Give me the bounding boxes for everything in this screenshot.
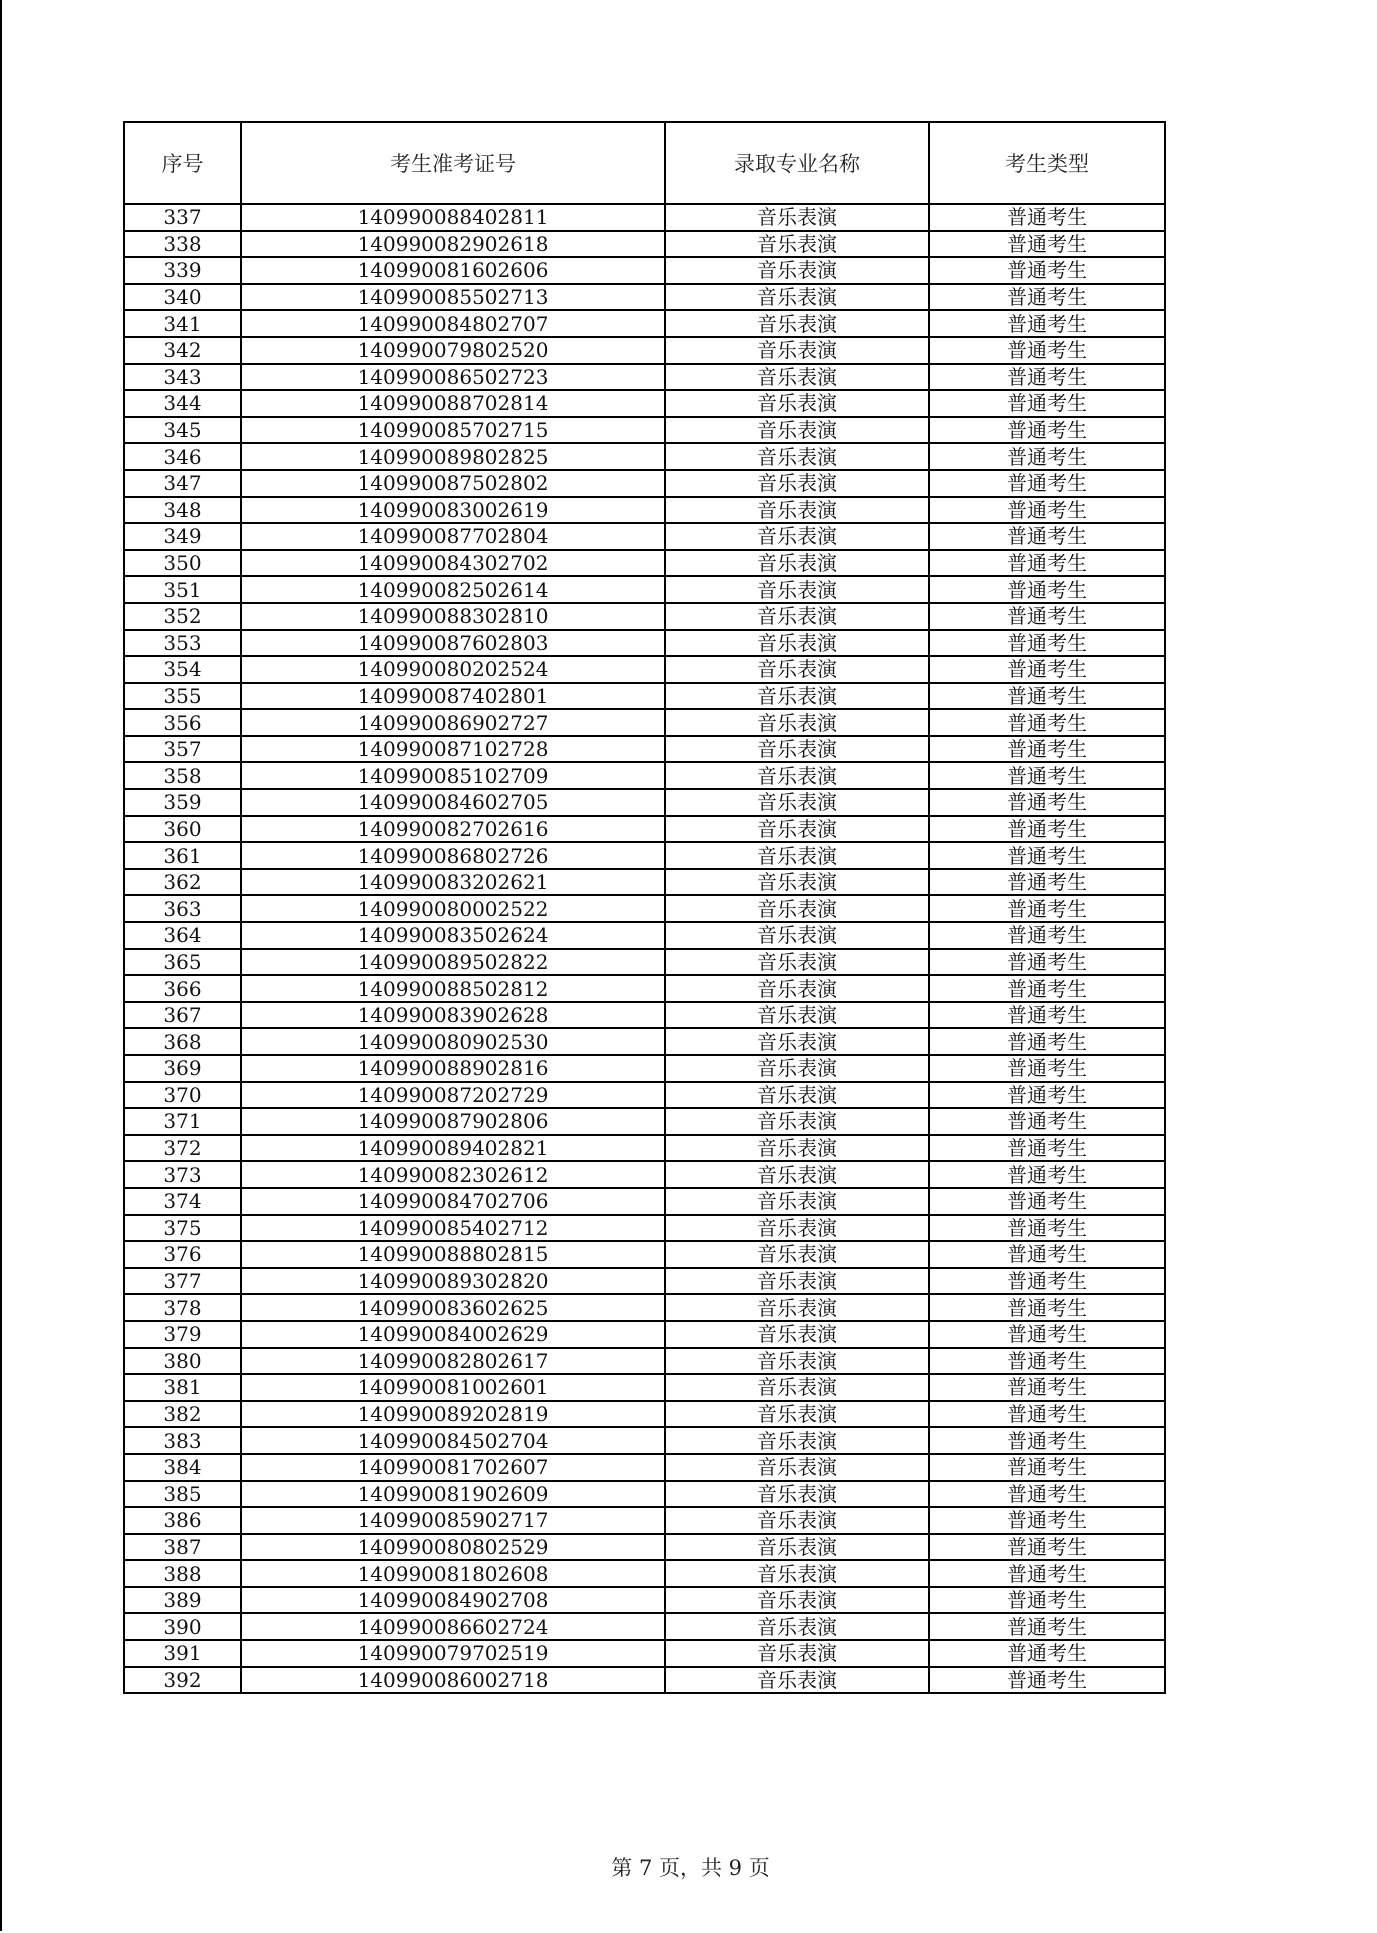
serial-number-cell: 383 bbox=[124, 1427, 241, 1454]
exam-ticket-number-cell: 140990080802529 bbox=[241, 1534, 665, 1561]
serial-number-cell: 347 bbox=[124, 470, 241, 497]
table-row bbox=[124, 1401, 1165, 1428]
table-row bbox=[124, 1481, 1165, 1508]
serial-number-cell: 341 bbox=[124, 310, 241, 337]
serial-number-cell: 339 bbox=[124, 257, 241, 284]
serial-number-cell: 377 bbox=[124, 1268, 241, 1295]
exam-ticket-number-cell: 140990082302612 bbox=[241, 1161, 665, 1188]
candidate-type-cell: 普通考生 bbox=[929, 1188, 1165, 1215]
serial-number-cell: 375 bbox=[124, 1215, 241, 1242]
exam-ticket-number-cell: 140990085702715 bbox=[241, 417, 665, 444]
candidate-type-cell: 普通考生 bbox=[929, 1135, 1165, 1162]
candidate-type-cell: 普通考生 bbox=[929, 789, 1165, 816]
exam-ticket-number-cell: 140990088702814 bbox=[241, 390, 665, 417]
candidate-type-cell: 普通考生 bbox=[929, 310, 1165, 337]
major-cell: 音乐表演 bbox=[665, 550, 929, 577]
serial-number-cell: 354 bbox=[124, 656, 241, 683]
exam-ticket-number-cell: 140990080202524 bbox=[241, 656, 665, 683]
exam-ticket-number-cell: 140990082802617 bbox=[241, 1348, 665, 1375]
candidate-type-cell: 普通考生 bbox=[929, 257, 1165, 284]
major-cell: 音乐表演 bbox=[665, 1401, 929, 1428]
major-cell: 音乐表演 bbox=[665, 1321, 929, 1348]
table-row bbox=[124, 1667, 1165, 1694]
serial-number-cell: 369 bbox=[124, 1055, 241, 1082]
serial-number-cell: 352 bbox=[124, 603, 241, 630]
serial-number-cell: 351 bbox=[124, 576, 241, 603]
exam-ticket-number-cell: 140990085402712 bbox=[241, 1215, 665, 1242]
candidate-type-cell: 普通考生 bbox=[929, 1161, 1165, 1188]
table-row bbox=[124, 709, 1165, 736]
table-header bbox=[124, 122, 1165, 204]
major-cell: 音乐表演 bbox=[665, 364, 929, 391]
candidate-type-cell: 普通考生 bbox=[929, 1640, 1165, 1667]
table-row bbox=[124, 1454, 1165, 1481]
candidate-type-cell: 普通考生 bbox=[929, 630, 1165, 657]
major-cell: 音乐表演 bbox=[665, 683, 929, 710]
table-row bbox=[124, 1294, 1165, 1321]
table-row bbox=[124, 736, 1165, 763]
table-row bbox=[124, 1028, 1165, 1055]
exam-ticket-number-cell: 140990086002718 bbox=[241, 1667, 665, 1694]
major-cell: 音乐表演 bbox=[665, 1640, 929, 1667]
candidate-type-cell: 普通考生 bbox=[929, 1560, 1165, 1587]
exam-ticket-number-cell: 140990083502624 bbox=[241, 922, 665, 949]
candidate-type-cell: 普通考生 bbox=[929, 975, 1165, 1002]
candidate-type-cell: 普通考生 bbox=[929, 576, 1165, 603]
candidate-type-cell: 普通考生 bbox=[929, 364, 1165, 391]
serial-number-cell: 344 bbox=[124, 390, 241, 417]
major-cell: 音乐表演 bbox=[665, 310, 929, 337]
serial-number-cell: 355 bbox=[124, 683, 241, 710]
major-cell: 音乐表演 bbox=[665, 1613, 929, 1640]
exam-ticket-number-cell: 140990087902806 bbox=[241, 1108, 665, 1135]
major-cell: 音乐表演 bbox=[665, 1667, 929, 1694]
candidate-type-cell: 普通考生 bbox=[929, 1534, 1165, 1561]
serial-number-cell: 356 bbox=[124, 709, 241, 736]
page-number: 第 7 页，共 9 页 bbox=[611, 1856, 770, 1880]
serial-number-cell: 386 bbox=[124, 1507, 241, 1534]
major-cell: 音乐表演 bbox=[665, 709, 929, 736]
exam-ticket-number-cell: 140990085502713 bbox=[241, 284, 665, 311]
candidate-type-cell: 普通考生 bbox=[929, 1667, 1165, 1694]
serial-number-cell: 368 bbox=[124, 1028, 241, 1055]
table-row bbox=[124, 1002, 1165, 1029]
major-cell: 音乐表演 bbox=[665, 949, 929, 976]
serial-number-cell: 349 bbox=[124, 523, 241, 550]
candidate-type-cell: 普通考生 bbox=[929, 1055, 1165, 1082]
serial-number-cell: 338 bbox=[124, 231, 241, 258]
serial-number-cell: 388 bbox=[124, 1560, 241, 1587]
table-row bbox=[124, 576, 1165, 603]
candidate-type-cell: 普通考生 bbox=[929, 1613, 1165, 1640]
major-cell: 音乐表演 bbox=[665, 656, 929, 683]
table-row bbox=[124, 1188, 1165, 1215]
candidate-type-cell: 普通考生 bbox=[929, 603, 1165, 630]
serial-number-cell: 363 bbox=[124, 895, 241, 922]
major-cell: 音乐表演 bbox=[665, 1560, 929, 1587]
candidate-type-cell: 普通考生 bbox=[929, 1028, 1165, 1055]
serial-number-cell: 385 bbox=[124, 1481, 241, 1508]
major-cell: 音乐表演 bbox=[665, 603, 929, 630]
candidate-type-cell: 普通考生 bbox=[929, 1348, 1165, 1375]
exam-ticket-number-cell: 140990089302820 bbox=[241, 1268, 665, 1295]
serial-number-cell: 343 bbox=[124, 364, 241, 391]
major-cell: 音乐表演 bbox=[665, 1587, 929, 1614]
exam-ticket-number-cell: 140990088402811 bbox=[241, 204, 665, 231]
exam-ticket-number-cell: 140990083202621 bbox=[241, 869, 665, 896]
exam-ticket-number-cell: 140990084002629 bbox=[241, 1321, 665, 1348]
candidate-type-cell: 普通考生 bbox=[929, 656, 1165, 683]
major-cell: 音乐表演 bbox=[665, 1454, 929, 1481]
major-cell: 音乐表演 bbox=[665, 975, 929, 1002]
candidate-type-cell: 普通考生 bbox=[929, 949, 1165, 976]
exam-ticket-number-cell: 140990082902618 bbox=[241, 231, 665, 258]
table-row bbox=[124, 603, 1165, 630]
serial-number-cell: 340 bbox=[124, 284, 241, 311]
major-cell: 音乐表演 bbox=[665, 204, 929, 231]
major-cell: 音乐表演 bbox=[665, 523, 929, 550]
candidate-type-cell: 普通考生 bbox=[929, 816, 1165, 843]
major-cell: 音乐表演 bbox=[665, 869, 929, 896]
major-cell: 音乐表演 bbox=[665, 1215, 929, 1242]
serial-number-cell: 337 bbox=[124, 204, 241, 231]
major-cell: 音乐表演 bbox=[665, 497, 929, 524]
exam-ticket-number-cell: 140990082702616 bbox=[241, 816, 665, 843]
table-row bbox=[124, 231, 1165, 258]
serial-number-cell: 382 bbox=[124, 1401, 241, 1428]
exam-ticket-number-cell: 140990084702706 bbox=[241, 1188, 665, 1215]
candidate-type-cell: 普通考生 bbox=[929, 1427, 1165, 1454]
major-cell: 音乐表演 bbox=[665, 337, 929, 364]
serial-number-cell: 381 bbox=[124, 1374, 241, 1401]
candidate-type-cell: 普通考生 bbox=[929, 1082, 1165, 1109]
table-row bbox=[124, 1507, 1165, 1534]
table-row bbox=[124, 1587, 1165, 1614]
table-row bbox=[124, 470, 1165, 497]
major-cell: 音乐表演 bbox=[665, 1374, 929, 1401]
exam-ticket-number-cell: 140990081002601 bbox=[241, 1374, 665, 1401]
table-row bbox=[124, 364, 1165, 391]
candidate-type-cell: 普通考生 bbox=[929, 337, 1165, 364]
table-row bbox=[124, 1241, 1165, 1268]
header-candidate-type: 考生类型 bbox=[929, 122, 1165, 204]
exam-ticket-number-cell: 140990088502812 bbox=[241, 975, 665, 1002]
major-cell: 音乐表演 bbox=[665, 1534, 929, 1561]
table-row bbox=[124, 762, 1165, 789]
exam-ticket-number-cell: 140990088802815 bbox=[241, 1241, 665, 1268]
serial-number-cell: 384 bbox=[124, 1454, 241, 1481]
exam-ticket-number-cell: 140990081902609 bbox=[241, 1481, 665, 1508]
exam-ticket-number-cell: 140990080902530 bbox=[241, 1028, 665, 1055]
candidate-type-cell: 普通考生 bbox=[929, 1401, 1165, 1428]
table-row bbox=[124, 1374, 1165, 1401]
major-cell: 音乐表演 bbox=[665, 390, 929, 417]
exam-ticket-number-cell: 140990086502723 bbox=[241, 364, 665, 391]
major-cell: 音乐表演 bbox=[665, 470, 929, 497]
major-cell: 音乐表演 bbox=[665, 231, 929, 258]
candidate-type-cell: 普通考生 bbox=[929, 1294, 1165, 1321]
exam-ticket-number-cell: 140990089202819 bbox=[241, 1401, 665, 1428]
serial-number-cell: 364 bbox=[124, 922, 241, 949]
table-row bbox=[124, 816, 1165, 843]
table-row bbox=[124, 656, 1165, 683]
serial-number-cell: 359 bbox=[124, 789, 241, 816]
major-cell: 音乐表演 bbox=[665, 789, 929, 816]
candidate-type-cell: 普通考生 bbox=[929, 1321, 1165, 1348]
header-serial-number: 序号 bbox=[124, 122, 241, 204]
exam-ticket-number-cell: 140990084502704 bbox=[241, 1427, 665, 1454]
candidate-type-cell: 普通考生 bbox=[929, 417, 1165, 444]
exam-ticket-number-cell: 140990089502822 bbox=[241, 949, 665, 976]
exam-ticket-number-cell: 140990082502614 bbox=[241, 576, 665, 603]
exam-ticket-number-cell: 140990086802726 bbox=[241, 842, 665, 869]
major-cell: 音乐表演 bbox=[665, 443, 929, 470]
candidate-type-cell: 普通考生 bbox=[929, 284, 1165, 311]
major-cell: 音乐表演 bbox=[665, 762, 929, 789]
major-cell: 音乐表演 bbox=[665, 922, 929, 949]
serial-number-cell: 378 bbox=[124, 1294, 241, 1321]
serial-number-cell: 374 bbox=[124, 1188, 241, 1215]
candidate-type-cell: 普通考生 bbox=[929, 1454, 1165, 1481]
exam-ticket-number-cell: 140990089802825 bbox=[241, 443, 665, 470]
header-row bbox=[124, 122, 1165, 204]
serial-number-cell: 350 bbox=[124, 550, 241, 577]
exam-ticket-number-cell: 140990079702519 bbox=[241, 1640, 665, 1667]
serial-number-cell: 365 bbox=[124, 949, 241, 976]
candidate-type-cell: 普通考生 bbox=[929, 1268, 1165, 1295]
major-cell: 音乐表演 bbox=[665, 257, 929, 284]
table-row bbox=[124, 1427, 1165, 1454]
serial-number-cell: 376 bbox=[124, 1241, 241, 1268]
serial-number-cell: 389 bbox=[124, 1587, 241, 1614]
exam-ticket-number-cell: 140990089402821 bbox=[241, 1135, 665, 1162]
candidate-type-cell: 普通考生 bbox=[929, 736, 1165, 763]
table-row bbox=[124, 1613, 1165, 1640]
major-cell: 音乐表演 bbox=[665, 1161, 929, 1188]
candidate-type-cell: 普通考生 bbox=[929, 231, 1165, 258]
table-row bbox=[124, 443, 1165, 470]
serial-number-cell: 362 bbox=[124, 869, 241, 896]
candidate-type-cell: 普通考生 bbox=[929, 1374, 1165, 1401]
serial-number-cell: 372 bbox=[124, 1135, 241, 1162]
table-row bbox=[124, 1161, 1165, 1188]
candidate-type-cell: 普通考生 bbox=[929, 895, 1165, 922]
table-row bbox=[124, 523, 1165, 550]
table-row bbox=[124, 630, 1165, 657]
exam-ticket-number-cell: 140990087402801 bbox=[241, 683, 665, 710]
serial-number-cell: 342 bbox=[124, 337, 241, 364]
table-row bbox=[124, 1215, 1165, 1242]
exam-ticket-number-cell: 140990086602724 bbox=[241, 1613, 665, 1640]
table-row bbox=[124, 789, 1165, 816]
major-cell: 音乐表演 bbox=[665, 1427, 929, 1454]
major-cell: 音乐表演 bbox=[665, 1055, 929, 1082]
table-row bbox=[124, 869, 1165, 896]
table-row bbox=[124, 842, 1165, 869]
candidate-type-cell: 普通考生 bbox=[929, 470, 1165, 497]
serial-number-cell: 371 bbox=[124, 1108, 241, 1135]
table-row bbox=[124, 922, 1165, 949]
exam-ticket-number-cell: 140990085102709 bbox=[241, 762, 665, 789]
exam-ticket-number-cell: 140990083002619 bbox=[241, 497, 665, 524]
candidate-type-cell: 普通考生 bbox=[929, 497, 1165, 524]
table-row bbox=[124, 1640, 1165, 1667]
major-cell: 音乐表演 bbox=[665, 284, 929, 311]
serial-number-cell: 379 bbox=[124, 1321, 241, 1348]
header-exam-ticket-number: 考生准考证号 bbox=[241, 122, 665, 204]
candidate-type-cell: 普通考生 bbox=[929, 523, 1165, 550]
exam-ticket-number-cell: 140990084802707 bbox=[241, 310, 665, 337]
major-cell: 音乐表演 bbox=[665, 1507, 929, 1534]
serial-number-cell: 358 bbox=[124, 762, 241, 789]
major-cell: 音乐表演 bbox=[665, 1028, 929, 1055]
candidate-type-cell: 普通考生 bbox=[929, 762, 1165, 789]
serial-number-cell: 392 bbox=[124, 1667, 241, 1694]
major-cell: 音乐表演 bbox=[665, 1135, 929, 1162]
exam-ticket-number-cell: 140990083602625 bbox=[241, 1294, 665, 1321]
serial-number-cell: 348 bbox=[124, 497, 241, 524]
table-row bbox=[124, 1055, 1165, 1082]
table-row bbox=[124, 1108, 1165, 1135]
serial-number-cell: 370 bbox=[124, 1082, 241, 1109]
major-cell: 音乐表演 bbox=[665, 630, 929, 657]
table-row bbox=[124, 310, 1165, 337]
candidate-type-cell: 普通考生 bbox=[929, 204, 1165, 231]
table-row bbox=[124, 497, 1165, 524]
major-cell: 音乐表演 bbox=[665, 1268, 929, 1295]
table-row bbox=[124, 550, 1165, 577]
table-row bbox=[124, 1348, 1165, 1375]
major-cell: 音乐表演 bbox=[665, 895, 929, 922]
serial-number-cell: 357 bbox=[124, 736, 241, 763]
exam-ticket-number-cell: 140990080002522 bbox=[241, 895, 665, 922]
exam-ticket-number-cell: 140990086902727 bbox=[241, 709, 665, 736]
table-row bbox=[124, 895, 1165, 922]
major-cell: 音乐表演 bbox=[665, 842, 929, 869]
major-cell: 音乐表演 bbox=[665, 1082, 929, 1109]
serial-number-cell: 360 bbox=[124, 816, 241, 843]
major-cell: 音乐表演 bbox=[665, 576, 929, 603]
serial-number-cell: 345 bbox=[124, 417, 241, 444]
exam-ticket-number-cell: 140990083902628 bbox=[241, 1002, 665, 1029]
major-cell: 音乐表演 bbox=[665, 1002, 929, 1029]
candidate-type-cell: 普通考生 bbox=[929, 922, 1165, 949]
table-row bbox=[124, 1534, 1165, 1561]
major-cell: 音乐表演 bbox=[665, 1108, 929, 1135]
exam-ticket-number-cell: 140990087202729 bbox=[241, 1082, 665, 1109]
major-cell: 音乐表演 bbox=[665, 736, 929, 763]
candidate-type-cell: 普通考生 bbox=[929, 869, 1165, 896]
exam-ticket-number-cell: 140990084602705 bbox=[241, 789, 665, 816]
exam-ticket-number-cell: 140990081602606 bbox=[241, 257, 665, 284]
candidate-type-cell: 普通考生 bbox=[929, 550, 1165, 577]
exam-ticket-number-cell: 140990085902717 bbox=[241, 1507, 665, 1534]
candidate-type-cell: 普通考生 bbox=[929, 443, 1165, 470]
major-cell: 音乐表演 bbox=[665, 1481, 929, 1508]
table-row bbox=[124, 1321, 1165, 1348]
table-row bbox=[124, 1560, 1165, 1587]
table-row bbox=[124, 257, 1165, 284]
table-row bbox=[124, 683, 1165, 710]
candidate-type-cell: 普通考生 bbox=[929, 390, 1165, 417]
exam-ticket-number-cell: 140990087602803 bbox=[241, 630, 665, 657]
serial-number-cell: 390 bbox=[124, 1613, 241, 1640]
exam-ticket-number-cell: 140990081702607 bbox=[241, 1454, 665, 1481]
exam-ticket-number-cell: 140990087102728 bbox=[241, 736, 665, 763]
exam-ticket-number-cell: 140990088302810 bbox=[241, 603, 665, 630]
major-cell: 音乐表演 bbox=[665, 1188, 929, 1215]
exam-ticket-number-cell: 140990084302702 bbox=[241, 550, 665, 577]
exam-ticket-number-cell: 140990087702804 bbox=[241, 523, 665, 550]
table-row bbox=[124, 975, 1165, 1002]
table-body bbox=[124, 204, 1165, 1693]
header-admitted-major: 录取专业名称 bbox=[665, 122, 929, 204]
serial-number-cell: 366 bbox=[124, 975, 241, 1002]
candidate-type-cell: 普通考生 bbox=[929, 1241, 1165, 1268]
table-row bbox=[124, 337, 1165, 364]
table-row bbox=[124, 949, 1165, 976]
major-cell: 音乐表演 bbox=[665, 816, 929, 843]
exam-ticket-number-cell: 140990088902816 bbox=[241, 1055, 665, 1082]
serial-number-cell: 346 bbox=[124, 443, 241, 470]
table-row bbox=[124, 284, 1165, 311]
table-row bbox=[124, 1135, 1165, 1162]
exam-ticket-number-cell: 140990087502802 bbox=[241, 470, 665, 497]
candidate-type-cell: 普通考生 bbox=[929, 1507, 1165, 1534]
major-cell: 音乐表演 bbox=[665, 1294, 929, 1321]
exam-ticket-number-cell: 140990081802608 bbox=[241, 1560, 665, 1587]
candidate-type-cell: 普通考生 bbox=[929, 683, 1165, 710]
candidate-type-cell: 普通考生 bbox=[929, 842, 1165, 869]
major-cell: 音乐表演 bbox=[665, 417, 929, 444]
major-cell: 音乐表演 bbox=[665, 1348, 929, 1375]
serial-number-cell: 367 bbox=[124, 1002, 241, 1029]
exam-ticket-number-cell: 140990079802520 bbox=[241, 337, 665, 364]
candidate-type-cell: 普通考生 bbox=[929, 1002, 1165, 1029]
candidate-type-cell: 普通考生 bbox=[929, 1587, 1165, 1614]
serial-number-cell: 380 bbox=[124, 1348, 241, 1375]
table-row bbox=[124, 390, 1165, 417]
table-row bbox=[124, 204, 1165, 231]
serial-number-cell: 387 bbox=[124, 1534, 241, 1561]
serial-number-cell: 391 bbox=[124, 1640, 241, 1667]
candidate-type-cell: 普通考生 bbox=[929, 1481, 1165, 1508]
candidate-type-cell: 普通考生 bbox=[929, 709, 1165, 736]
table-row bbox=[124, 417, 1165, 444]
table-row bbox=[124, 1268, 1165, 1295]
admission-table bbox=[123, 121, 1166, 1694]
candidate-type-cell: 普通考生 bbox=[929, 1215, 1165, 1242]
table-row bbox=[124, 1082, 1165, 1109]
candidate-type-cell: 普通考生 bbox=[929, 1108, 1165, 1135]
exam-ticket-number-cell: 140990084902708 bbox=[241, 1587, 665, 1614]
major-cell: 音乐表演 bbox=[665, 1241, 929, 1268]
serial-number-cell: 361 bbox=[124, 842, 241, 869]
serial-number-cell: 353 bbox=[124, 630, 241, 657]
serial-number-cell: 373 bbox=[124, 1161, 241, 1188]
